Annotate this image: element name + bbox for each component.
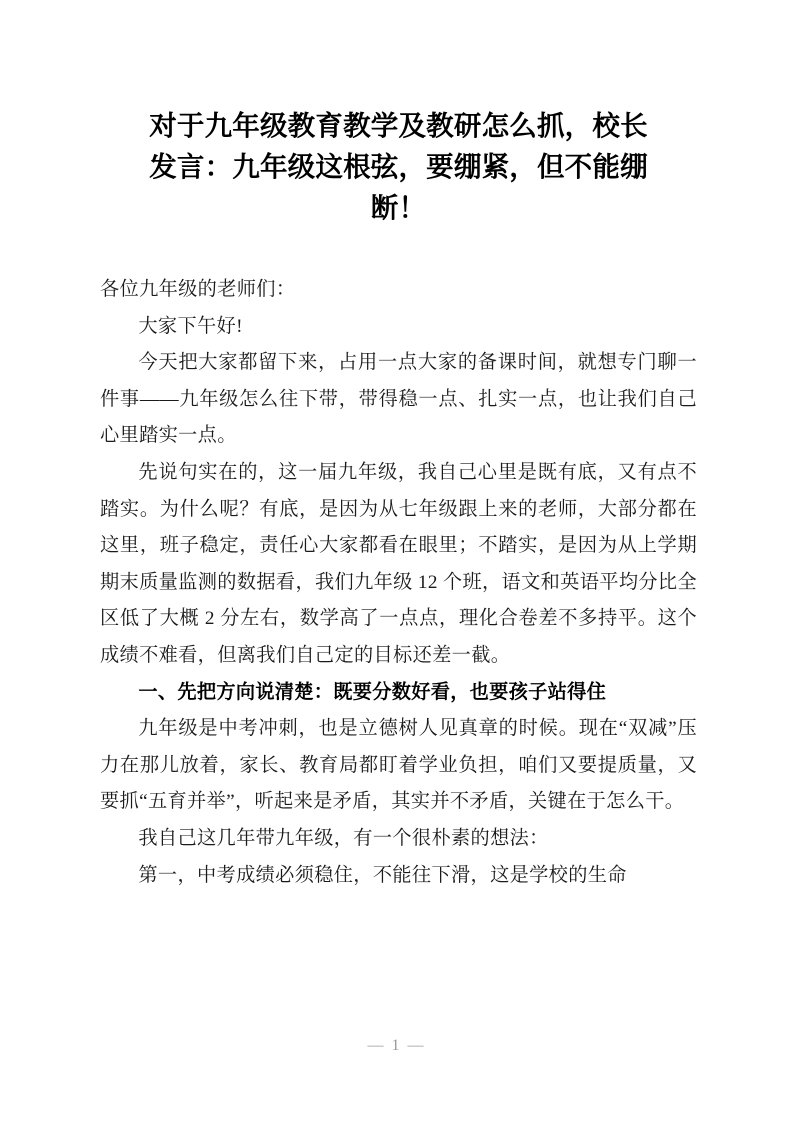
- page-footer: [0, 1036, 793, 1056]
- paragraph-opening: 今天把大家都留下来，占用一点大家的备课时间，就想专门聊一件事——九年级怎么往下带，带得稳一点、扎实一点，也让我们自己心里踏实一点。: [100, 352, 697, 447]
- paragraph-section-one-p2: 我自己这几年带九年级，有一个很朴素的想法：: [138, 827, 549, 849]
- section-heading-one: 一、先把方向说清楚：既要分数好看，也要孩子站得住: [138, 681, 607, 703]
- paragraph-greeting: 大家下午好!: [138, 315, 243, 337]
- page-title: [100, 0, 697, 228]
- page-number-marker: — 1 —: [367, 1037, 426, 1054]
- page-content: [100, 0, 697, 894]
- title-line-1: 对于九年级教育教学及教研怎么抓，校长: [149, 110, 648, 141]
- document-body: [100, 272, 697, 894]
- title-line-3: 断！: [370, 192, 427, 223]
- paragraph-section-one-p3: 第一，中考成绩必须稳住，不能往下滑，这是学校的生命: [138, 864, 627, 886]
- paragraph-section-one-p1: 九年级是中考冲刺，也是立德树人见真章的时候。现在“双减”压力在那儿放着，家长、教育局都盯着学业负担，咱们又要提质量，又要抓“五育并举”，听起来是矛盾，其实并不矛盾，关键在于怎么干。: [100, 718, 697, 813]
- title-line-2: 发言：九年级这根弦，要绷紧，但不能绷: [149, 151, 648, 182]
- paragraph-honest-assessment: 先说句实在的，这一届九年级，我自己心里是既有底，又有点不踏实。为什么呢？有底，是因为从七年级跟上来的老师，大部分都在这里，班子稳定，责任心大家都看在眼里；不踏实，是因为从上学期期末质量监测的数据看，我们九年级 12 个班，语文和英语平均分比全区低了大概 2 分左右，数学高了一点点，理化合卷差不多持平。这个成绩不难看，但离我们自己定的目标还差一截。: [100, 461, 697, 666]
- paragraph-salutation: 各位九年级的老师们：: [100, 279, 296, 300]
